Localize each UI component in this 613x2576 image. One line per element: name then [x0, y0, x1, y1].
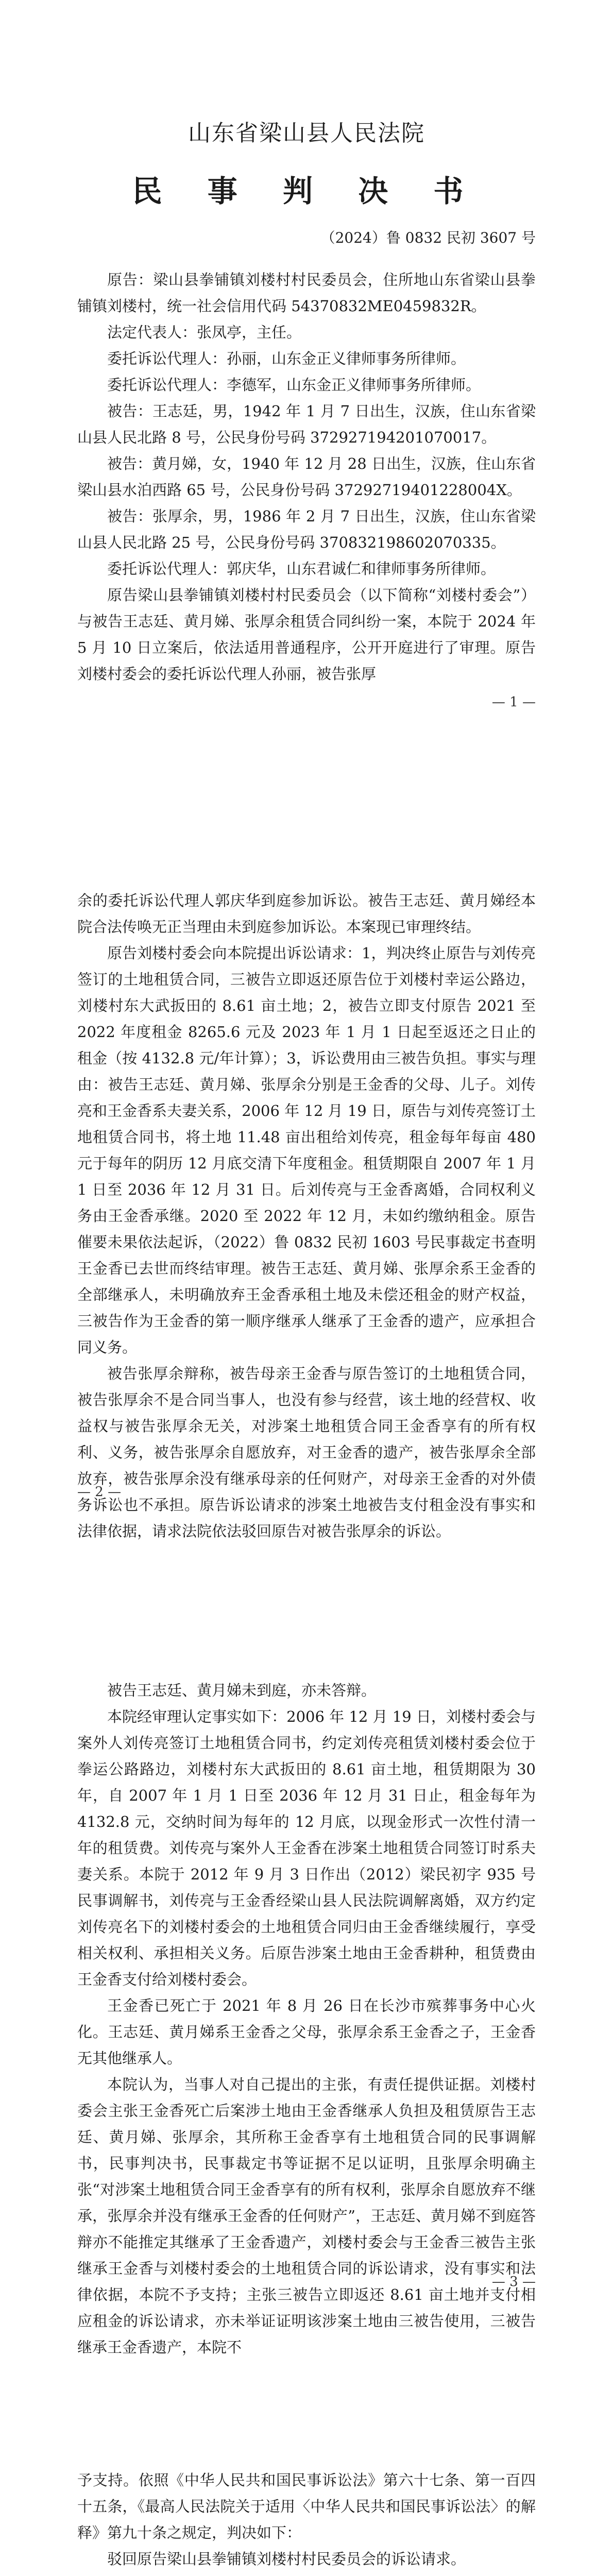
paragraph: 被告：黄月娣，女，1940 年 12 月 28 日出生，汉族，住山东省梁山县水泊西路 65 号，公民身份号码 37292719401228004X。 [77, 455, 536, 499]
page-3-body [77, 1677, 536, 2361]
paragraph: 本院认为，当事人对自己提出的主张，有责任提供证据。刘楼村委会主张王金香死亡后案涉土地由王金香继承人负担及租赁原告王志廷、黄月娣、张厚余，其所称王金香享有土地租赁合同的民事调解书，民事判决书，民事裁定书等证据不足以证明，且张厚余明确主张“对涉案土地租赁合同王金香享有的所有权利，张厚余自愿放弃不继承，张厚余并没有继承王金香的任何财产”，王志廷、黄月娣不到庭答辩亦不能推定其继承了王金香遗产，刘楼村委会与王金香三被告主张继承王金香与刘楼村委会的土地租赁合同的诉讼请求，没有事实和法律依据，本院不予支持；主张三被告立即返还 8.61 亩土地并支付相应租金的诉讼请求，亦未举证证明该涉案土地由三被告使用，三被告继承王金香遗产，本院不 [77, 2076, 536, 2356]
paragraph: 被告张厚余辩称，被告母亲王金香与原告签订的土地租赁合同，被告张厚余不是合同当事人，也没有参与经营，该土地的经营权、收益权与被告张厚余无关，对涉案土地租赁合同王金香享有的所有权利、义务，被告张厚余自愿放弃，对王金香的遗产，被告张厚余全部放弃，被告张厚余没有继承母亲的任何财产，对母亲王金香的对外债务诉讼也不承担。原告诉讼请求的涉案土地被告支付租金没有事实和法律依据，请求法院依法驳回原告对被告张厚余的诉讼。 [77, 1365, 536, 1540]
paragraph: 被告：王志廷，男，1942 年 1 月 7 日出生，汉族，住山东省梁山县人民北路 8 号，公民身份号码 372927194201070017。 [77, 402, 536, 446]
paragraph: 委托诉讼代理人：郭庆华，山东君诚仁和律师事务所律师。 [107, 560, 496, 578]
paragraph: 原告：梁山县拳铺镇刘楼村村民委员会，住所地山东省梁山县拳铺镇刘楼村，统一社会信用代码 54370832ME0459832R。 [77, 271, 536, 315]
paragraph: 委托诉讼代理人：孙丽，山东金正义律师事务所律师。 [107, 350, 466, 367]
page-2 [0, 790, 613, 1580]
paragraph: 法定代表人：张凤亭，主任。 [107, 324, 302, 341]
page-3 [0, 1580, 613, 2369]
page-number: — 1 — [491, 694, 536, 710]
document-title: 民 事 判 决 书 [132, 174, 481, 209]
paragraph: 王金香已死亡于 2021 年 8 月 26 日在长沙市殡葬事务中心火化。王志廷、黄月娣系王金香之父母，张厚余系王金香之子，王金香无其他继承人。 [77, 1997, 536, 2067]
paragraph: 原告梁山县拳铺镇刘楼村村民委员会（以下简称“刘楼村委会”）与被告王志廷、黄月娣、张厚余租赁合同纠纷一案，本院于 2024 年 5 月 10 日立案后，依法适用普通程序，公开开庭进行了审理。原告刘楼村委会的委托诉讼代理人孙丽，被告张厚 [77, 586, 536, 683]
paragraph [77, 2572, 536, 2576]
paragraph: 原告刘楼村委会向本院提出诉讼请求：1，判决终止原告与刘传亮签订的土地租赁合同，三被告立即返还原告位于刘楼村幸运公路边，刘楼村东大武扳田的 8.61 亩土地；2，被告立即支付原告 2021 至 2022 年度租金 8265.6 元及 2023 年 1 月 1 日起至返还之日止的租金（按 4132.8 元/年计算）；3，诉讼费用由三被告负担。事实与理由：被告王志廷、黄月娣、张厚余分别是王金香的父母、儿子。刘传亮和王金香系夫妻关系，2006 年 12 月 19 日，原告与刘传亮签订土地租赁合同书，将土地 11.48 亩出租给刘传亮，租金每年每亩 480 元于每年的阴历 12 月底交清下年度租金。租赁期限自 2007 年 1 月 1 日至 2036 年 12 月 31 日。后刘传亮与王金香离婚，合同权利义务由王金香承继。2020 至 2022 年 12 月，未如约缴纳租金。原告催要未果依法起诉，（2022）鲁 0832 民初 1603 号民事裁定书查明王金香已去世而终结审理。被告王志廷、黄月娣、张厚余系王金香的全部继承人，未明确放弃王金香承租土地及未偿还租金的财产权益，三被告作为王金香的第一顺序继承人继承了王金香的遗产，应承担合同义务。 [77, 944, 536, 1356]
case-number: （2024）鲁 0832 民初 3607 号 [320, 229, 536, 246]
paragraph: 被告：张厚余，男，1986 年 2 月 7 日出生，汉族，住山东省梁山县人民北路 25 号，公民身份号码 370832198602070335。 [77, 507, 536, 551]
page-4-body [77, 2467, 536, 2576]
page-4 [0, 2369, 613, 2576]
court-name: 山东省梁山县人民法院 [188, 120, 425, 146]
paragraph: 驳回原告梁山县拳铺镇刘楼村村民委员会的诉讼请求。 [107, 2550, 466, 2568]
page-1 [0, 0, 613, 790]
paragraph: 被告王志廷、黄月娣未到庭，亦未答辩。 [107, 1682, 377, 1699]
page-1-body [77, 267, 536, 687]
paragraph: 余的委托诉讼代理人郭庆华到庭参加诉讼。被告王志廷、黄月娣经本院合法传唤无正当理由未到庭参加诉讼。本案现已审理终结。 [77, 892, 536, 936]
page-number: — 3 — [491, 2274, 536, 2290]
paragraph: 委托诉讼代理人：李德军，山东金正义律师事务所律师。 [107, 376, 481, 394]
page-2-body [77, 888, 536, 1545]
paragraph: 予支持。依照《中华人民共和国民事诉讼法》第六十七条、第一百四十五条，《最高人民法院关于适用〈中华人民共和国民事诉讼法〉的解释》第九十条之规定，判决如下： [77, 2471, 536, 2541]
page-number: — 2 — [77, 1484, 122, 1500]
paragraph: 本院经审理认定事实如下：2006 年 12 月 19 日，刘楼村委会与案外人刘传亮签订土地租赁合同书，约定刘传亮租赁刘楼村委会位于拳运公路路边，刘楼村东大武扳田的 8.61 亩土地，租赁期限为 30 年，自 2007 年 1 月 1 日至 2036 年 12 月 31 日止，租金每年为 4132.8 元，交纳时间为每年的 12 月底，以现金形式一次性付清一年的租赁费。刘传亮与案外人王金香在涉案土地租赁合同签订时系夫妻关系。本院于 2012 年 9 月 3 日作出（2012）梁民初字 935 号民事调解书，刘传亮与王金香经梁山县人民法院调解离婚，双方约定刘传亮名下的刘楼村委会的土地租赁合同归由王金香继续履行，享受相关权利、承担相关义务。后原告涉案土地由王金香耕种，租赁费由王金香支付给刘楼村委会。 [77, 1708, 536, 1988]
